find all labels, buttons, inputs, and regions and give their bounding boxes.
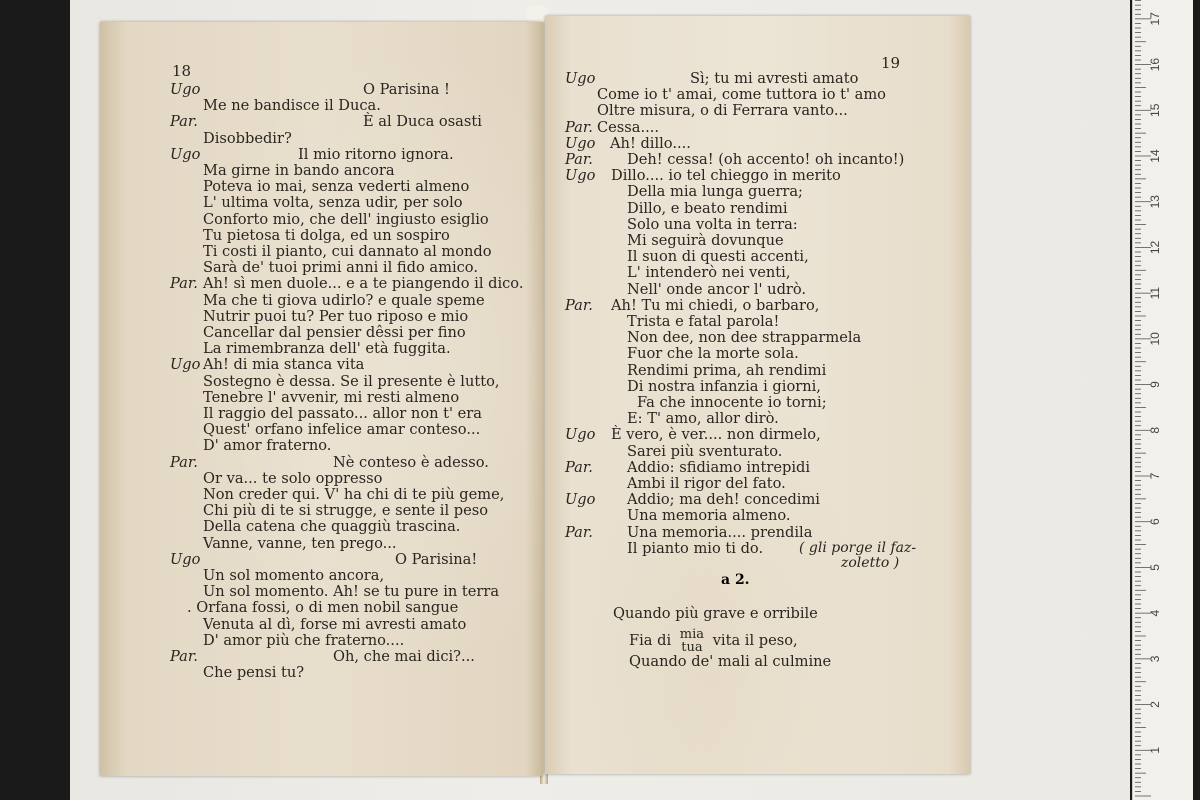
stanza-line-1: Quando più grave e orribile [613, 605, 818, 622]
speaker-label: Ugo [170, 356, 201, 374]
verse-line: Una memoria almeno. [627, 507, 791, 525]
verse-line: Sarà de' tuoi primi anni il fido amico. [203, 259, 478, 277]
verse-line: D' amor fraterno. [203, 437, 332, 455]
verse-line: Me ne bandisce il Duca. [203, 97, 381, 115]
speaker-label: Ugo [565, 167, 596, 185]
speaker-label: Par. [565, 296, 593, 314]
verse-line: Quest' orfano infelice amar conteso... [203, 421, 481, 439]
verse-line: Addio; ma deh! concedimi [627, 491, 820, 509]
ruler-label: 12 [1148, 240, 1162, 255]
verse-line: Oh, che mai dici?... [333, 648, 475, 665]
stanza-line-2-before: Fia di [629, 632, 672, 649]
right-page-number: 19 [881, 54, 901, 72]
speaker-label: Par. [170, 648, 198, 665]
verse-line: . Orfana fossi, o di men nobil sangue [187, 599, 459, 617]
alternate-mia: mia [679, 627, 705, 642]
speaker-label: Ugo [565, 491, 596, 509]
speaker-label: Par. [170, 113, 198, 131]
verse-line: Rendimi prima, ah rendimi [627, 361, 827, 379]
verse-line: Poteva io mai, senza vederti almeno [203, 178, 470, 196]
verse-line: Un sol momento. Ah! se tu pure in terra [203, 583, 500, 601]
verse-line: Non creder qui. V' ha chi di te più geme, [203, 486, 505, 503]
verse-line: Cessa.... [597, 118, 660, 136]
verse-line: E: T' amo, allor dirò. [627, 410, 779, 428]
verse-line: Trista e fatal parola! [627, 313, 780, 330]
verse-line: Mi seguirà dovunque [627, 232, 784, 249]
verse-line: Venuta al dì, forse mi avresti amato [203, 615, 467, 633]
stanza-alternates [680, 628, 704, 654]
ruler-label: 16 [1148, 57, 1162, 72]
speaker-label: Ugo [565, 426, 596, 444]
verse-line: Sì; tu mi avresti amato [690, 70, 859, 87]
speaker-label: Par. [170, 453, 198, 471]
verse-line: Nè conteso è adesso. [333, 453, 489, 471]
verse-line: Vanne, vanne, ten prego... [203, 534, 397, 552]
verse-line: Nell' onde ancor l' udrò. [627, 280, 807, 298]
verse-line: L' intenderò nei venti, [627, 264, 791, 282]
ruler-label: 17 [1148, 12, 1162, 26]
a-due-marker: a 2. [721, 572, 750, 588]
verse-line: Di nostra infanzia i giorni, [627, 377, 821, 395]
speaker-label: Ugo [170, 81, 201, 98]
verse-line: Nutrir puoi tu? Per tuo riposo e mio [203, 307, 469, 325]
ruler-label: 11 [1148, 286, 1162, 300]
verse-line: Disobbedir? [203, 129, 292, 147]
verse-line: Della mia lunga guerra; [627, 183, 803, 201]
verse-line: Chi più di te si strugge, e sente il peso [203, 502, 488, 520]
right-page [545, 16, 970, 774]
ruler-label: 14 [1148, 149, 1162, 163]
stanza-line-2-after: vita il peso, [712, 632, 798, 649]
verse-line: Il suon di questi accenti, [627, 248, 809, 266]
verse-line: Ambi il rigor del fato. [627, 475, 786, 492]
measurement-ruler [1132, 0, 1193, 800]
left-page-number: 18 [172, 62, 192, 80]
ruler-label: 10 [1148, 332, 1162, 346]
ruler-label: 15 [1148, 103, 1162, 117]
verse-line: Della catena che quaggiù trascina. [203, 518, 461, 536]
ruler-label: 13 [1148, 195, 1162, 209]
speaker-label: Par. [565, 118, 593, 136]
verse-line: Tenebre l' avvenir, mi resti almeno [203, 388, 460, 406]
stage-direction-continued: zoletto ) [841, 555, 900, 571]
stanza-line-2 [629, 628, 798, 654]
verse-line: Ah! dillo.... [610, 134, 691, 152]
verse-line: Come io t' amai, come tuttora io t' amo [597, 86, 886, 104]
verse-line: La rimembranza dell' età fuggita. [203, 340, 451, 358]
verse-line: Conforto mio, che dell' ingiusto esiglio [203, 210, 489, 228]
speaker-label: Par. [170, 275, 198, 293]
stage-direction: ( gli porge il faz- [799, 539, 917, 556]
verse-line: Deh! cessa! (oh accento! oh incanto!) [627, 151, 905, 168]
verse-line: Ti costi il pianto, cui dannato al mondo [203, 243, 492, 260]
verse-line: Ah! di mia stanca vita [203, 356, 365, 374]
alternate-tua: tua [681, 640, 703, 655]
verse-line: Dillo, e beato rendimi [627, 199, 788, 217]
verse-line: Addio: sfidiamo intrepidi [627, 458, 810, 476]
verse-line: Dillo.... io tel chieggo in merito [611, 167, 841, 185]
verse-line: Che pensi tu? [203, 664, 305, 682]
verse-line: Una memoria.... prendila [627, 523, 813, 541]
verse-line: È al Duca osasti [363, 113, 482, 131]
ruler-scale [1133, 0, 1193, 800]
verse-line: Il mio ritorno ignora. [298, 145, 454, 163]
speaker-label: Ugo [170, 145, 201, 163]
verse-line: Ah! sì men duole... e a te piangendo il dico. [203, 275, 524, 293]
verse-line: Ma girne in bando ancora [203, 162, 395, 179]
left-page [100, 22, 543, 776]
speaker-label: Par. [565, 458, 593, 476]
verse-line: Fa che innocente io torni; [637, 394, 827, 411]
ruler-label: 2 [1148, 701, 1162, 708]
speaker-label: Ugo [170, 550, 201, 568]
speaker-label: Ugo [565, 70, 596, 87]
verse-line: Non dee, non dee strapparmela [627, 329, 862, 347]
verse-line: Ah! Tu mi chiedi, o barbaro, [611, 296, 820, 314]
ruler-label: 6 [1148, 518, 1162, 526]
verse-line: Un sol momento ancora, [203, 567, 385, 584]
verse-line: Oltre misura, o di Ferrara vanto... [597, 102, 848, 120]
verse-line: Sostegno è dessa. Se il presente è lutto, [203, 372, 500, 390]
stanza-line-3: Quando de' mali al culmine [629, 653, 832, 670]
verse-line: D' amor più che fraterno.... [203, 631, 405, 649]
ruler-label: 9 [1148, 381, 1162, 388]
ruler-label: 1 [1148, 746, 1162, 754]
verse-line: È vero, è ver.... non dirmelo, [611, 426, 821, 444]
verse-line: Cancellar dal pensier dêssi per fino [203, 324, 466, 341]
ruler-label: 5 [1148, 564, 1162, 571]
verse-line: Tu pietosa ti dolga, ed un sospiro [203, 226, 450, 244]
ruler-label: 7 [1148, 472, 1162, 480]
verse-line: O Parisina ! [363, 81, 450, 98]
verse-line: Fuor che la morte sola. [627, 345, 799, 363]
verse-line: L' ultima volta, senza udir, per solo [203, 194, 463, 212]
ruler-label: 8 [1148, 426, 1162, 434]
ruler-label: 3 [1148, 655, 1162, 663]
verse-line: O Parisina! [395, 550, 478, 568]
verse-line: Ma che ti giova udirlo? e quale speme [203, 291, 485, 309]
speaker-label: Ugo [565, 134, 596, 152]
verse-line: Or va... te solo oppresso [203, 469, 383, 487]
verse-line: Il raggio del passato... allor non t' era [203, 405, 482, 422]
ruler-label: 4 [1148, 609, 1162, 617]
verse-line: Sarei più sventurato. [627, 442, 783, 460]
verse-line: Il pianto mio ti do. [627, 539, 764, 557]
verse-line: Solo una volta in terra: [627, 215, 798, 233]
speaker-label: Par. [565, 523, 593, 541]
speaker-label: Par. [565, 151, 593, 168]
